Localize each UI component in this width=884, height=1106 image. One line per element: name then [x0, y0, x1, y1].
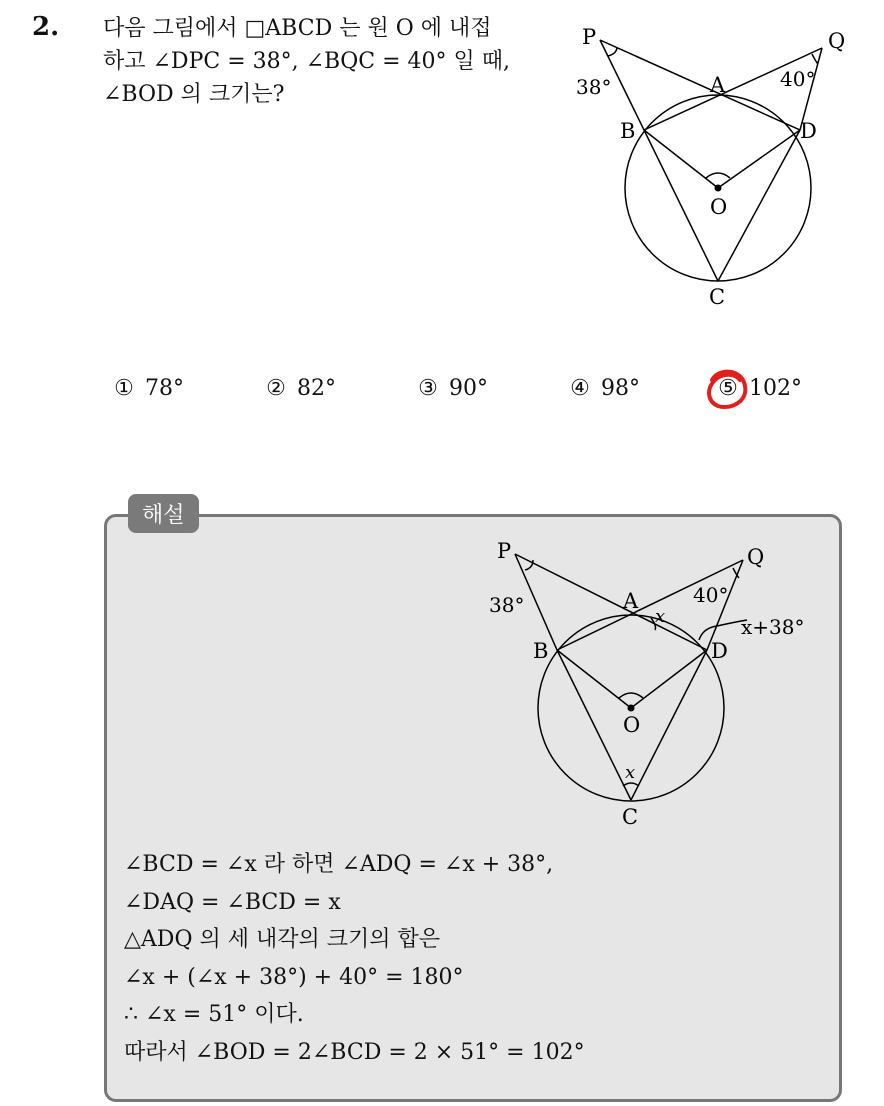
angle-label-p: 38°: [489, 593, 525, 617]
center-dot: [628, 705, 635, 712]
choice-mark: ⑤: [718, 376, 738, 401]
label-p: P: [582, 25, 597, 49]
question-line-1: 다음 그림에서 □ABCD 는 원 O 에 내접: [103, 16, 492, 41]
line-pd: [600, 40, 800, 130]
answer-choices: [110, 376, 830, 416]
line-do: [718, 130, 800, 188]
choice-4[interactable]: [566, 376, 640, 401]
solution-line-4: ∠x + (∠x + 38°) + 40° = 180°: [124, 964, 464, 990]
angle-arc-q: [812, 54, 818, 64]
angle-label-d: x+38°: [741, 615, 805, 639]
label-b: B: [620, 119, 636, 143]
choice-value: 90°: [449, 376, 488, 401]
choice-mark: ④: [570, 376, 590, 401]
angle-label-c: x: [625, 762, 636, 783]
line-bc: [644, 130, 718, 281]
choice-mark: ①: [114, 376, 134, 401]
label-d: D: [800, 119, 817, 143]
solution-text: [124, 846, 585, 1071]
angle-label-p: 38°: [576, 75, 612, 99]
label-p: P: [497, 539, 512, 563]
solution-line-5: ∴ ∠x = 51° 이다.: [124, 1002, 304, 1027]
angle-label-a: x: [655, 606, 666, 627]
question-number: 2.: [32, 12, 60, 42]
line-do: [631, 650, 707, 708]
angle-label-q: 40°: [780, 67, 816, 91]
angle-arc-c: [623, 783, 639, 786]
angle-arc-p: [608, 48, 617, 56]
line-bo: [644, 130, 718, 188]
label-q: Q: [747, 545, 765, 569]
line-dc: [718, 130, 800, 281]
solution-line-6: 따라서 ∠BOD = 2∠BCD = 2 × 51° = 102°: [124, 1039, 585, 1065]
label-q: Q: [828, 29, 846, 53]
solution-line-2: ∠DAQ = ∠BCD = x: [124, 889, 341, 915]
question-line-3: ∠BOD 의 크기는?: [103, 82, 285, 107]
choice-1[interactable]: [110, 376, 184, 401]
solution-tag: 해설: [128, 494, 199, 533]
question-figure: [560, 18, 860, 318]
angle-label-q: 40°: [693, 583, 729, 607]
label-a: A: [623, 589, 639, 613]
choice-mark: ③: [418, 376, 438, 401]
choice-value: 82°: [297, 376, 336, 401]
choice-value: 102°: [749, 376, 802, 401]
choice-5-selected[interactable]: [714, 376, 802, 401]
question-line-2: 하고 ∠DPC = 38°, ∠BQC = 40° 일 때,: [103, 49, 510, 74]
line-pd: [515, 554, 707, 650]
choice-value: 98°: [601, 376, 640, 401]
label-d: D: [711, 639, 728, 663]
label-c: C: [622, 805, 639, 829]
choice-mark: ②: [266, 376, 286, 401]
choice-3[interactable]: [414, 376, 488, 401]
angle-arc-o: [706, 173, 730, 178]
solution-line-1: ∠BCD = ∠x 라 하면 ∠ADQ = ∠x + 38°,: [124, 852, 554, 877]
choice-value: 78°: [145, 376, 184, 401]
angle-arc-d: [699, 620, 747, 640]
solution-figure: [485, 530, 825, 830]
label-c: C: [709, 285, 726, 309]
center-dot: [715, 185, 722, 192]
line-dc: [631, 650, 707, 800]
line-bo: [557, 650, 631, 708]
choice-2[interactable]: [262, 376, 336, 401]
label-o: O: [623, 713, 641, 737]
label-a: A: [710, 73, 726, 97]
question-text: [103, 12, 563, 111]
label-b: B: [533, 639, 549, 663]
angle-arc-o: [619, 693, 643, 698]
solution-line-3: △ADQ 의 세 내각의 크기의 합은: [124, 927, 440, 952]
label-o: O: [710, 195, 728, 219]
answer-circle-mark: [704, 366, 750, 412]
